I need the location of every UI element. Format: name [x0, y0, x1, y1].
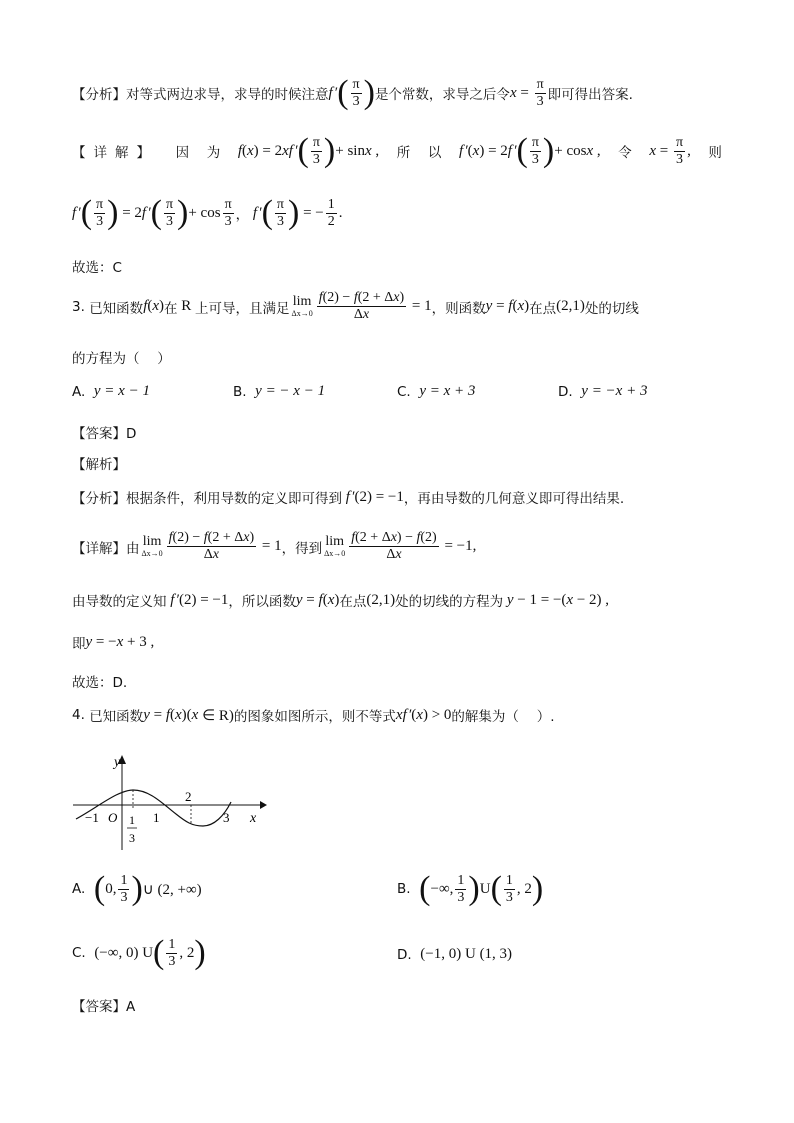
math-fx-def: f ( x ) = 2 xf ′ ( $\frac{\pi}{3}$ ) + sin x ,	[237, 132, 380, 169]
detail-line-1: 【详解】 因 为 f ( x ) = 2 xf ′ ( $\frac{\pi}{3}$ ) + sin x , 所 以 f ′ ( x ) = 2 f ′ ( $\frac{\pi}{3}$ ) + cos x , 令 x = $\frac{\pi}{3}$ , 则	[72, 132, 722, 169]
detail-tag: 【详解】	[72, 145, 158, 161]
q4-answer: 【答案】A	[72, 999, 136, 1015]
x-axis-arrow-icon	[260, 801, 267, 809]
jiexi-label: 【解析】	[72, 457, 126, 473]
question-3-line-1: 3. 已知函数 f ( x ) 在 R 上可导，且满足 lim Δx→0 $\frac{f(2) - f(2 + \Delta x)}{\Delta x}$ = 1 ，则函数 y = f ( x ) 在点 (2,1) 处的切线	[72, 290, 639, 322]
analysis-text-c: 即可得出答案.	[547, 87, 633, 103]
label-three: 3	[223, 810, 230, 825]
label-y: y	[114, 755, 121, 770]
fraction-pi-3-b: $\frac{\pi}{3}$	[536, 76, 544, 109]
label-third-den: 3	[129, 831, 135, 845]
q3-detail-line-3: 即 y = − x + 3 ,	[72, 633, 155, 652]
option-b[interactable]: B. y = − x − 1	[233, 383, 326, 400]
answer-line-c: 故选：C	[72, 260, 122, 276]
label-minus-one: −1	[85, 810, 99, 825]
function-graph	[68, 752, 268, 852]
fraction-pi-3: $\frac{\pi}{3}$	[352, 76, 360, 109]
analysis-text-b: 是个常数，求导之后令	[374, 87, 510, 103]
q4-option-b[interactable]: B. ( −∞, $\frac{1}{3}$ ) U ( $\frac{1}{3}$ , 2 )	[397, 870, 544, 907]
math-fprime-def: f ′ ( x ) = 2 f ′ ( $\frac{\pi}{3}$ ) + cos x ,	[458, 132, 601, 169]
label-two: 2	[185, 789, 192, 804]
q4-option-c[interactable]: C. (−∞, 0) U ( $\frac{1}{3}$ , 2 )	[72, 934, 206, 971]
question-4-line: 4. 已知函数 y = f ( x )( x ∈ R) 的图象如图所示，则不等式 xf ′ ( x ) > 0 的解集为（ ）.	[72, 706, 555, 725]
detail-line-2: f ′ ( $\frac{\pi}{3}$ ) = 2 f ′ ( $\frac{\pi}{3}$ ) + cos $\frac{\pi}{3}$ ， f ′ ( $\frac{\pi}{3}$ ) = − $\frac{1}{2}$ .	[72, 194, 343, 231]
q4-option-d[interactable]: D. (−1, 0) U (1, 3)	[397, 946, 513, 963]
analysis-text-a: 对等式两边求导，求导的时候注意	[126, 87, 329, 103]
label-origin: O	[108, 810, 118, 825]
q3-analysis: 【分析】 根据条件，利用导数的定义即可得到 f ′ (2) = −1 ，再由导数的几何意义即可得出结果.	[72, 488, 625, 507]
option-a[interactable]: A. y = x − 1	[72, 383, 150, 400]
option-c[interactable]: C. y = x + 3	[397, 383, 476, 400]
answer-label-d: 【答案】D	[72, 426, 137, 442]
option-d[interactable]: D. y = −x + 3	[558, 383, 648, 400]
q4-option-a[interactable]: A. ( 0, $\frac{1}{3}$ ) ∪ (2, +∞)	[72, 870, 202, 907]
analysis-line-1: 【分析】 对等式两边求导，求导的时候注意 f ′ ( $\frac{\pi}{3}$ ) 是个常数，求导之后令 x = $\frac{\pi}{3}$ 即可得出答案.	[72, 74, 633, 111]
question-3-line-2: 的方程为（ ）	[72, 351, 171, 367]
q3-detail-line-1: 【详解】 由 lim Δx→0 $\frac{f(2) - f(2 + \Delta x)}{\Delta x}$ = 1 ，得到 lim Δx→0 $\frac{f(2 + \Delta x) - f(2)}{\Delta x}$ = −1,	[72, 530, 477, 562]
analysis-tag: 【分析】	[72, 87, 126, 103]
q3-detail-line-2: 由导数的定义知 f ′ (2) = −1 ，所以函数 y = f ( x ) 在点 (2,1) 处的切线的方程为 y − 1 = −( x − 2) ,	[72, 591, 610, 610]
math-fprime: f ′	[328, 84, 338, 101]
label-one: 1	[153, 810, 160, 825]
label-x: x	[250, 811, 257, 826]
question-number: 3.	[72, 298, 85, 315]
label-third-num: 1	[129, 813, 135, 827]
q3-conclusion: 故选：D.	[72, 675, 128, 691]
